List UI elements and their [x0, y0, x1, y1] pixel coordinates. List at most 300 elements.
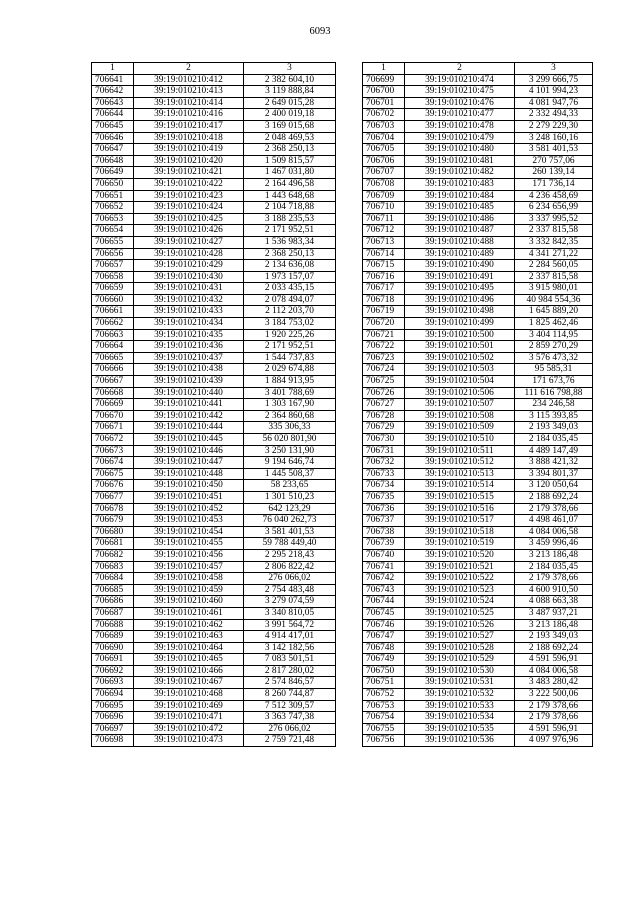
registry-table-right: [362, 62, 593, 747]
cadastral-number-cell: 39:19:010210:536: [405, 735, 515, 747]
table-row: [363, 410, 593, 422]
row-number-cell: 706693: [92, 677, 134, 689]
row-number-cell: 706644: [92, 109, 134, 121]
cadastral-number-cell: 39:19:010210:438: [134, 364, 244, 376]
cadastral-value-cell: 2 184 035,45: [515, 561, 593, 573]
cadastral-value-cell: 3 401 788,69: [244, 387, 336, 399]
cadastral-number-cell: 39:19:010210:460: [134, 596, 244, 608]
table-row: [363, 515, 593, 527]
cadastral-number-cell: 39:19:010210:450: [134, 480, 244, 492]
table-row: [363, 631, 593, 643]
cadastral-number-cell: 39:19:010210:509: [405, 422, 515, 434]
table-row: [92, 584, 336, 596]
cadastral-value-cell: 3 188 235,53: [244, 213, 336, 225]
row-number-cell: 706661: [92, 306, 134, 318]
cadastral-number-cell: 39:19:010210:478: [405, 120, 515, 132]
row-number-cell: 706720: [363, 318, 405, 330]
row-number-cell: 706702: [363, 109, 405, 121]
row-number-cell: 706657: [92, 260, 134, 272]
cadastral-number-cell: 39:19:010210:458: [134, 573, 244, 585]
cadastral-value-cell: 3 991 564,72: [244, 619, 336, 631]
cadastral-number-cell: 39:19:010210:435: [134, 329, 244, 341]
table-row: [92, 677, 336, 689]
row-number-cell: 706752: [363, 689, 405, 701]
table-row: [363, 526, 593, 538]
cadastral-value-cell: 2 184 035,45: [515, 434, 593, 446]
cadastral-number-cell: 39:19:010210:499: [405, 318, 515, 330]
table-row: [363, 689, 593, 701]
row-number-cell: 706667: [92, 376, 134, 388]
cadastral-number-cell: 39:19:010210:456: [134, 549, 244, 561]
row-number-cell: 706709: [363, 190, 405, 202]
table-row: [363, 596, 593, 608]
row-number-cell: 706643: [92, 97, 134, 109]
table-row: [92, 236, 336, 248]
row-number-cell: 706738: [363, 526, 405, 538]
cadastral-value-cell: 1 445 508,37: [244, 468, 336, 480]
cadastral-value-cell: 270 757,06: [515, 155, 593, 167]
cadastral-value-cell: 3 115 393,85: [515, 410, 593, 422]
cadastral-value-cell: 1 303 167,90: [244, 399, 336, 411]
cadastral-value-cell: 2 188 692,24: [515, 642, 593, 654]
cadastral-value-cell: 3 142 182,56: [244, 642, 336, 654]
cadastral-number-cell: 39:19:010210:440: [134, 387, 244, 399]
table-row: [363, 283, 593, 295]
row-number-cell: 706659: [92, 283, 134, 295]
cadastral-number-cell: 39:19:010210:486: [405, 213, 515, 225]
table-row: [363, 607, 593, 619]
cadastral-number-cell: 39:19:010210:511: [405, 445, 515, 457]
cadastral-value-cell: 3 581 401,53: [515, 144, 593, 156]
cadastral-value-cell: 1 973 157,07: [244, 271, 336, 283]
row-number-cell: 706711: [363, 213, 405, 225]
cadastral-number-cell: 39:19:010210:527: [405, 631, 515, 643]
cadastral-value-cell: 3 279 074,59: [244, 596, 336, 608]
row-number-cell: 706677: [92, 491, 134, 503]
row-number-cell: 706691: [92, 654, 134, 666]
table-row: [92, 86, 336, 98]
cadastral-number-cell: 39:19:010210:472: [134, 723, 244, 735]
table-row: [92, 642, 336, 654]
table-row: [92, 352, 336, 364]
cadastral-number-cell: 39:19:010210:445: [134, 434, 244, 446]
table-row: [363, 735, 593, 747]
row-number-cell: 706687: [92, 607, 134, 619]
table-row: [92, 248, 336, 260]
table-row: [92, 619, 336, 631]
cadastral-number-cell: 39:19:010210:433: [134, 306, 244, 318]
row-number-cell: 706649: [92, 167, 134, 179]
cadastral-number-cell: 39:19:010210:531: [405, 677, 515, 689]
row-number-cell: 706684: [92, 573, 134, 585]
row-number-cell: 706745: [363, 607, 405, 619]
table-row: [363, 422, 593, 434]
cadastral-number-cell: 39:19:010210:428: [134, 248, 244, 260]
cadastral-value-cell: 3 248 160,16: [515, 132, 593, 144]
table-row: [92, 689, 336, 701]
row-number-cell: 706671: [92, 422, 134, 434]
cadastral-value-cell: 276 066,02: [244, 573, 336, 585]
table-row: [363, 480, 593, 492]
cadastral-number-cell: 39:19:010210:513: [405, 468, 515, 480]
cadastral-number-cell: 39:19:010210:448: [134, 468, 244, 480]
cadastral-value-cell: 3 394 801,37: [515, 468, 593, 480]
cadastral-value-cell: 3 169 015,68: [244, 120, 336, 132]
row-number-cell: 706707: [363, 167, 405, 179]
table-row: [92, 178, 336, 190]
table-row: [363, 468, 593, 480]
cadastral-value-cell: 1 920 225,26: [244, 329, 336, 341]
table-row: [363, 549, 593, 561]
cadastral-number-cell: 39:19:010210:490: [405, 260, 515, 272]
cadastral-number-cell: 39:19:010210:416: [134, 109, 244, 121]
table-row: [92, 538, 336, 550]
cadastral-value-cell: 2 368 250,13: [244, 144, 336, 156]
row-number-cell: 706683: [92, 561, 134, 573]
table-row: [92, 573, 336, 585]
table-row: [363, 155, 593, 167]
table-row: [92, 97, 336, 109]
cadastral-number-cell: 39:19:010210:471: [134, 712, 244, 724]
row-number-cell: 706726: [363, 387, 405, 399]
row-number-cell: 706647: [92, 144, 134, 156]
row-number-cell: 706663: [92, 329, 134, 341]
cadastral-number-cell: 39:19:010210:533: [405, 700, 515, 712]
row-number-cell: 706690: [92, 642, 134, 654]
table-row: [363, 109, 593, 121]
row-number-cell: 706686: [92, 596, 134, 608]
cadastral-value-cell: 59 788 449,40: [244, 538, 336, 550]
row-number-cell: 706665: [92, 352, 134, 364]
cadastral-value-cell: 2 759 721,48: [244, 735, 336, 747]
row-number-cell: 706729: [363, 422, 405, 434]
cadastral-number-cell: 39:19:010210:488: [405, 236, 515, 248]
row-number-cell: 706747: [363, 631, 405, 643]
cadastral-value-cell: 2 859 270,29: [515, 341, 593, 353]
cadastral-number-cell: 39:19:010210:476: [405, 97, 515, 109]
cadastral-number-cell: 39:19:010210:529: [405, 654, 515, 666]
table-row: [363, 132, 593, 144]
row-number-cell: 706754: [363, 712, 405, 724]
cadastral-number-cell: 39:19:010210:500: [405, 329, 515, 341]
table-row: [92, 712, 336, 724]
cadastral-number-cell: 39:19:010210:430: [134, 271, 244, 283]
table-row: [92, 271, 336, 283]
cadastral-number-cell: 39:19:010210:491: [405, 271, 515, 283]
row-number-cell: 706705: [363, 144, 405, 156]
row-number-cell: 706694: [92, 689, 134, 701]
cadastral-number-cell: 39:19:010210:517: [405, 515, 515, 527]
table-row: [363, 491, 593, 503]
row-number-cell: 706735: [363, 491, 405, 503]
table-row: [92, 410, 336, 422]
cadastral-value-cell: 8 260 744,87: [244, 689, 336, 701]
cadastral-value-cell: 3 340 810,05: [244, 607, 336, 619]
cadastral-number-cell: 39:19:010210:525: [405, 607, 515, 619]
cadastral-value-cell: 3 222 500,06: [515, 689, 593, 701]
row-number-cell: 706739: [363, 538, 405, 550]
cadastral-number-cell: 39:19:010210:414: [134, 97, 244, 109]
cadastral-value-cell: 4 600 910,50: [515, 584, 593, 596]
column-header-cadastral: 2: [134, 63, 244, 75]
cadastral-value-cell: 171 673,76: [515, 376, 593, 388]
cadastral-number-cell: 39:19:010210:452: [134, 503, 244, 515]
cadastral-value-cell: 335 306,33: [244, 422, 336, 434]
cadastral-value-cell: 3 213 186,48: [515, 619, 593, 631]
table-row: [92, 155, 336, 167]
row-number-cell: 706692: [92, 665, 134, 677]
column-header-number: 1: [92, 63, 134, 75]
table-row: [363, 665, 593, 677]
row-number-cell: 706652: [92, 202, 134, 214]
cadastral-value-cell: 4 591 596,91: [515, 723, 593, 735]
row-number-cell: 706708: [363, 178, 405, 190]
cadastral-number-cell: 39:19:010210:463: [134, 631, 244, 643]
cadastral-value-cell: 3 120 050,64: [515, 480, 593, 492]
table-row: [363, 723, 593, 735]
cadastral-number-cell: 39:19:010210:518: [405, 526, 515, 538]
cadastral-number-cell: 39:19:010210:530: [405, 665, 515, 677]
cadastral-number-cell: 39:19:010210:510: [405, 434, 515, 446]
cadastral-number-cell: 39:19:010210:429: [134, 260, 244, 272]
row-number-cell: 706656: [92, 248, 134, 260]
cadastral-value-cell: 4 101 994,23: [515, 86, 593, 98]
cadastral-number-cell: 39:19:010210:523: [405, 584, 515, 596]
row-number-cell: 706658: [92, 271, 134, 283]
cadastral-number-cell: 39:19:010210:431: [134, 283, 244, 295]
row-number-cell: 706728: [363, 410, 405, 422]
cadastral-value-cell: 2 332 494,33: [515, 109, 593, 121]
table-row: [363, 561, 593, 573]
row-number-cell: 706706: [363, 155, 405, 167]
cadastral-value-cell: 642 123,29: [244, 503, 336, 515]
cadastral-number-cell: 39:19:010210:447: [134, 457, 244, 469]
table-row: [363, 364, 593, 376]
table-row: [92, 364, 336, 376]
cadastral-value-cell: 3 184 753,02: [244, 318, 336, 330]
cadastral-value-cell: 2 164 496,58: [244, 178, 336, 190]
row-number-cell: 706668: [92, 387, 134, 399]
cadastral-number-cell: 39:19:010210:417: [134, 120, 244, 132]
row-number-cell: 706674: [92, 457, 134, 469]
cadastral-number-cell: 39:19:010210:507: [405, 399, 515, 411]
cadastral-value-cell: 3 888 421,32: [515, 457, 593, 469]
cadastral-value-cell: 1 825 462,46: [515, 318, 593, 330]
cadastral-value-cell: 3 299 666,75: [515, 74, 593, 86]
row-number-cell: 706701: [363, 97, 405, 109]
row-number-cell: 706732: [363, 457, 405, 469]
row-number-cell: 706695: [92, 700, 134, 712]
row-number-cell: 706654: [92, 225, 134, 237]
table-row: [363, 213, 593, 225]
row-number-cell: 706731: [363, 445, 405, 457]
row-number-cell: 706651: [92, 190, 134, 202]
cadastral-number-cell: 39:19:010210:515: [405, 491, 515, 503]
cadastral-number-cell: 39:19:010210:451: [134, 491, 244, 503]
cadastral-value-cell: 4 097 976,96: [515, 735, 593, 747]
cadastral-value-cell: 4 236 458,69: [515, 190, 593, 202]
cadastral-value-cell: 9 194 646,74: [244, 457, 336, 469]
table-row: [92, 457, 336, 469]
row-number-cell: 706669: [92, 399, 134, 411]
cadastral-value-cell: 234 246,58: [515, 399, 593, 411]
cadastral-value-cell: 2 754 483,48: [244, 584, 336, 596]
table-row: [92, 491, 336, 503]
cadastral-number-cell: 39:19:010210:446: [134, 445, 244, 457]
row-number-cell: 706744: [363, 596, 405, 608]
row-number-cell: 706666: [92, 364, 134, 376]
table-row: [92, 329, 336, 341]
cadastral-number-cell: 39:19:010210:535: [405, 723, 515, 735]
cadastral-number-cell: 39:19:010210:485: [405, 202, 515, 214]
table-row: [92, 144, 336, 156]
table-row: [363, 225, 593, 237]
cadastral-number-cell: 39:19:010210:504: [405, 376, 515, 388]
cadastral-value-cell: 56 020 801,90: [244, 434, 336, 446]
cadastral-number-cell: 39:19:010210:473: [134, 735, 244, 747]
table-row: [363, 584, 593, 596]
cadastral-value-cell: 1 301 510,23: [244, 491, 336, 503]
cadastral-number-cell: 39:19:010210:502: [405, 352, 515, 364]
table-row: [92, 260, 336, 272]
cadastral-number-cell: 39:19:010210:419: [134, 144, 244, 156]
table-row: [363, 236, 593, 248]
cadastral-number-cell: 39:19:010210:439: [134, 376, 244, 388]
cadastral-value-cell: 2 337 815,58: [515, 271, 593, 283]
cadastral-number-cell: 39:19:010210:521: [405, 561, 515, 573]
cadastral-value-cell: 3 332 842,35: [515, 236, 593, 248]
cadastral-value-cell: 3 576 473,32: [515, 352, 593, 364]
cadastral-number-cell: 39:19:010210:520: [405, 549, 515, 561]
cadastral-value-cell: 95 585,31: [515, 364, 593, 376]
cadastral-value-cell: 3 119 888,84: [244, 86, 336, 98]
table-header-row: [92, 63, 336, 75]
cadastral-value-cell: 2 188 692,24: [515, 491, 593, 503]
table-row: [363, 86, 593, 98]
row-number-cell: 706718: [363, 294, 405, 306]
table-row: [92, 306, 336, 318]
cadastral-number-cell: 39:19:010210:441: [134, 399, 244, 411]
table-row: [363, 503, 593, 515]
cadastral-value-cell: 111 616 798,88: [515, 387, 593, 399]
row-number-cell: 706645: [92, 120, 134, 132]
table-row: [92, 445, 336, 457]
table-row: [363, 74, 593, 86]
row-number-cell: 706733: [363, 468, 405, 480]
table-row: [363, 318, 593, 330]
cadastral-value-cell: 2 029 674,88: [244, 364, 336, 376]
row-number-cell: 706698: [92, 735, 134, 747]
cadastral-number-cell: 39:19:010210:465: [134, 654, 244, 666]
row-number-cell: 706730: [363, 434, 405, 446]
cadastral-number-cell: 39:19:010210:514: [405, 480, 515, 492]
cadastral-number-cell: 39:19:010210:425: [134, 213, 244, 225]
table-row: [92, 549, 336, 561]
table-row: [363, 700, 593, 712]
table-row: [92, 607, 336, 619]
cadastral-value-cell: 4 081 947,76: [515, 97, 593, 109]
cadastral-number-cell: 39:19:010210:412: [134, 74, 244, 86]
row-number-cell: 706703: [363, 120, 405, 132]
cadastral-number-cell: 39:19:010210:475: [405, 86, 515, 98]
cadastral-number-cell: 39:19:010210:526: [405, 619, 515, 631]
table-row: [363, 654, 593, 666]
row-number-cell: 706697: [92, 723, 134, 735]
row-number-cell: 706736: [363, 503, 405, 515]
cadastral-number-cell: 39:19:010210:484: [405, 190, 515, 202]
table-row: [92, 213, 336, 225]
row-number-cell: 706750: [363, 665, 405, 677]
table-row: [363, 271, 593, 283]
row-number-cell: 706727: [363, 399, 405, 411]
row-number-cell: 706743: [363, 584, 405, 596]
table-row: [92, 654, 336, 666]
table-row: [92, 294, 336, 306]
cadastral-value-cell: 1 544 737,83: [244, 352, 336, 364]
cadastral-number-cell: 39:19:010210:506: [405, 387, 515, 399]
cadastral-number-cell: 39:19:010210:418: [134, 132, 244, 144]
row-number-cell: 706685: [92, 584, 134, 596]
cadastral-value-cell: 2 171 952,51: [244, 225, 336, 237]
table-row: [363, 178, 593, 190]
table-row: [92, 167, 336, 179]
column-header-number: 1: [363, 63, 405, 75]
cadastral-value-cell: 2 193 349,03: [515, 422, 593, 434]
table-row: [363, 573, 593, 585]
table-row: [92, 283, 336, 295]
table-row: [363, 457, 593, 469]
table-row: [363, 306, 593, 318]
cadastral-number-cell: 39:19:010210:444: [134, 422, 244, 434]
cadastral-number-cell: 39:19:010210:467: [134, 677, 244, 689]
cadastral-value-cell: 2 179 378,66: [515, 700, 593, 712]
cadastral-value-cell: 58 233,65: [244, 480, 336, 492]
row-number-cell: 706724: [363, 364, 405, 376]
cadastral-number-cell: 39:19:010210:422: [134, 178, 244, 190]
cadastral-number-cell: 39:19:010210:426: [134, 225, 244, 237]
cadastral-value-cell: 276 066,02: [244, 723, 336, 735]
table-row: [363, 248, 593, 260]
cadastral-value-cell: 2 104 718,88: [244, 202, 336, 214]
cadastral-number-cell: 39:19:010210:468: [134, 689, 244, 701]
cadastral-number-cell: 39:19:010210:528: [405, 642, 515, 654]
cadastral-number-cell: 39:19:010210:498: [405, 306, 515, 318]
cadastral-number-cell: 39:19:010210:462: [134, 619, 244, 631]
cadastral-number-cell: 39:19:010210:453: [134, 515, 244, 527]
row-number-cell: 706641: [92, 74, 134, 86]
cadastral-value-cell: 3 487 937,21: [515, 607, 593, 619]
table-row: [92, 341, 336, 353]
table-row: [363, 387, 593, 399]
cadastral-number-cell: 39:19:010210:501: [405, 341, 515, 353]
row-number-cell: 706655: [92, 236, 134, 248]
table-row: [363, 97, 593, 109]
row-number-cell: 706688: [92, 619, 134, 631]
cadastral-number-cell: 39:19:010210:522: [405, 573, 515, 585]
table-row: [92, 422, 336, 434]
cadastral-value-cell: 2 171 952,51: [244, 341, 336, 353]
cadastral-value-cell: 1 884 913,95: [244, 376, 336, 388]
table-row: [92, 480, 336, 492]
cadastral-number-cell: 39:19:010210:424: [134, 202, 244, 214]
row-number-cell: 706689: [92, 631, 134, 643]
row-number-cell: 706740: [363, 549, 405, 561]
cadastral-value-cell: 2 179 378,66: [515, 712, 593, 724]
cadastral-value-cell: 40 984 554,36: [515, 294, 593, 306]
table-row: [92, 735, 336, 747]
cadastral-number-cell: 39:19:010210:434: [134, 318, 244, 330]
row-number-cell: 706650: [92, 178, 134, 190]
